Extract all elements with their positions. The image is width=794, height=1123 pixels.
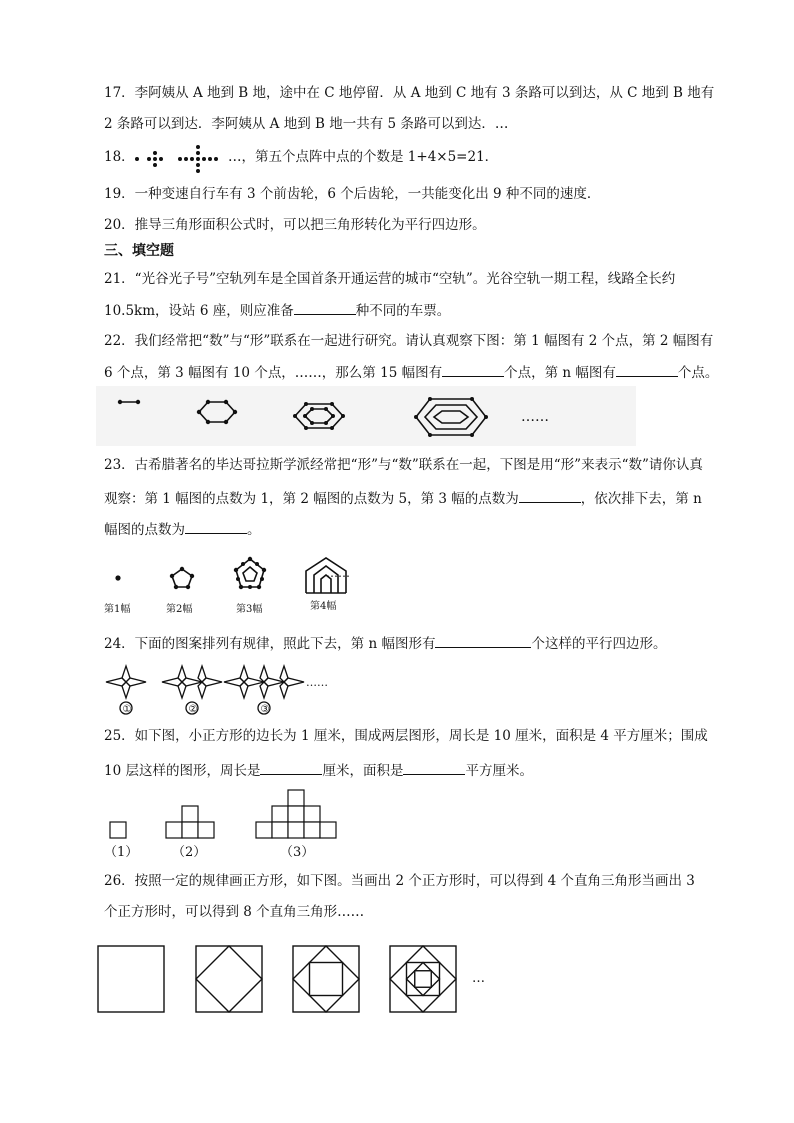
q21-text-b: 种不同的车票。 [355, 303, 451, 319]
q18-label: 18． [104, 149, 135, 165]
dot [135, 157, 139, 161]
q22-line1: 22．我们经常把“数”与“形”联系在一起进行研究。请认真观察下图：第 1 幅图有 2 个点，第 2 幅图有 [104, 333, 714, 349]
q17-line2: 2 条路可以到达．李阿姨从 A 地到 B 地一共有 5 条路可以到达．… [104, 116, 509, 132]
q24-answer-blank[interactable] [435, 633, 531, 648]
q25-label-3: （3） [280, 845, 315, 860]
q23-line1: 23．古希腊著名的毕达哥拉斯学派经常把“形”与“数”联系在一起，下图是用“形”来表示“数”请你认真 [104, 457, 703, 473]
q25-text-a: 10 层这样的图形，周长是 [104, 763, 261, 779]
q23-pentagon-figures [98, 553, 368, 615]
q25-square-staircase [100, 788, 350, 862]
q24-ellipsis: …… [306, 676, 328, 689]
q26-line1: 26．按照一定的规律画正方形，如下图。当画出 2 个正方形时，可以得到 4 个直角三角形当画出 3 [104, 873, 695, 889]
q19-text: 19．一种变速自行车有 3 个前齿轮，6 个后齿轮，一共能变化出 9 种不同的速度． [104, 186, 601, 202]
q25-answer-blank-1[interactable] [260, 760, 322, 775]
q22-answer-blank-1[interactable] [442, 362, 504, 377]
q22-hexagon-figures [96, 386, 636, 446]
q22-text-a: 6 个点，第 3 幅图有 10 个点，……，那么第 15 幅图有 [104, 365, 443, 381]
q23-ellipsis: …… [326, 566, 350, 580]
q24-line [104, 633, 666, 653]
q24-text-a: 24．下面的图案排列有规律，照此下去，第 n 幅图形有 [104, 636, 436, 652]
section-heading-fill-blank: 三、填空题 [104, 243, 174, 259]
q22-ellipsis: …… [521, 409, 549, 425]
q22-line2 [104, 362, 718, 382]
q23-text-b: ，依次排下去，第 n [580, 491, 702, 507]
q24-parallelogram-patterns [104, 660, 334, 716]
q23-line2 [104, 488, 702, 508]
q23-line3 [104, 519, 261, 539]
q23-answer-blank-2[interactable] [185, 519, 247, 534]
q24-text-b: 个这样的平行四边形。 [531, 636, 667, 652]
q23-text-c: 幅图的点数为 [104, 522, 185, 538]
q23-text-a: 观察：第 1 幅图的点数为 1，第 2 幅图的点数为 5，第 3 幅的点数为 [104, 491, 519, 507]
q22-text-c: 个点。 [677, 365, 719, 381]
q23-caption-3: 第3幅 [236, 604, 263, 615]
q25-line1: 25．如下图，小正方形的边长为 1 厘米，围成两层图形，周长是 10 厘米，面积是 4 平方厘米；围成 [104, 728, 708, 744]
q25-text-c: 平方厘米。 [465, 763, 533, 779]
q23-text-d: 。 [247, 522, 261, 538]
q20-text: 20．推导三角形面积公式时，可以把三角形转化为平行四边形。 [104, 217, 486, 233]
q23-answer-blank-1[interactable] [519, 488, 581, 503]
q24-label-1: ① [122, 704, 132, 715]
q23-caption-2: 第2幅 [166, 604, 193, 615]
q24-label-2: ② [188, 704, 198, 715]
q25-label-1: （1） [104, 845, 139, 860]
q26-ellipsis: … [472, 971, 485, 986]
q23-caption-4: 第4幅 [310, 601, 337, 612]
q26-line2: 个正方形时，可以得到 8 个直角三角形…… [104, 904, 365, 920]
q21-text-a: 10.5km，设站 6 座，则应准备 [104, 303, 294, 319]
q23-caption-1: 第1幅 [104, 604, 131, 615]
q21-line1: 21．“光谷光子号”空轨列车是全国首条开通运营的城市“空轨”。光谷空轨一期工程，线路全长约 [104, 271, 676, 287]
q22-text-b: 个点，第 n 幅图有 [504, 365, 616, 381]
q17-line1: 17．李阿姨从 A 地到 B 地，途中在 C 地停留．从 A 地到 C 地有 3 条路可以到达，从 C 地到 B 地有 [104, 85, 715, 101]
q21-line2 [104, 300, 450, 320]
q24-label-3: ③ [260, 704, 270, 715]
q25-text-b: 厘米，面积是 [322, 763, 404, 779]
q26-nested-squares [96, 944, 506, 1016]
q25-label-2: （2） [172, 845, 207, 860]
q18-dot-arrays [128, 142, 228, 176]
q25-line2 [104, 760, 533, 780]
q21-answer-blank[interactable] [294, 300, 356, 315]
q25-answer-blank-2[interactable] [403, 760, 465, 775]
q22-answer-blank-2[interactable] [616, 362, 678, 377]
q18-text: …，第五个点阵中点的个数是 1+4×5=21． [228, 149, 499, 165]
